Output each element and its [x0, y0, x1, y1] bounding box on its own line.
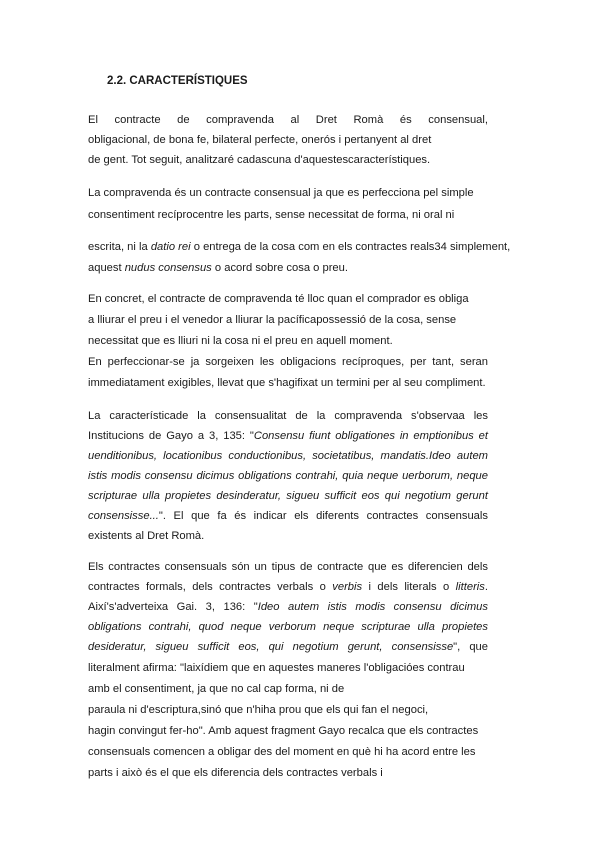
- p6-line-3: Així's'adverteixa Gai. 3, 136: "Ideo autem istis modis consensu dicimus: [88, 601, 488, 613]
- p3-line-1: escrita, ni la datio rei o entrega de la cosa com en els contractes reals34 simplement,: [88, 241, 511, 253]
- p3-line-2: aquest nudus consensus o acord sobre cosa o preu.: [88, 262, 348, 274]
- p5-line-1: La característicade la consensualitat de la compravenda s'observaa les: [88, 410, 488, 422]
- p1-line-3: de gent. Tot seguit, analitzaré cadascuna d'aquestescaracterístiques.: [88, 154, 431, 166]
- p4-line-5: immediatament exigibles, llevat que s'hagifixat un termini per al seu compliment.: [88, 377, 486, 389]
- p5-line-5: scripturae ulla propietes desinderatur, sigueu sufficit eos qui negotium gerunt: [88, 490, 488, 502]
- p6-line-8: paraula ni d'escriptura,sinó que n'hiha prou que els qui fan el negoci,: [88, 704, 429, 716]
- p5-line-6: consensisse...". El que fa és indicar els diferents contractes consensuals: [88, 510, 488, 522]
- p6-line-4: obligations contrahi, quod neque verborum neque scripturae ulla propietes: [88, 621, 488, 633]
- p6-line-11: parts i això és el que els diferencia dels contractes verbals i: [88, 767, 383, 779]
- p4-line-1: En concret, el contracte de compravenda té lloc quan el comprador es obliga: [88, 293, 469, 305]
- p1-line-2: obligacional, de bona fe, bilateral perfecte, onerós i pertanyent al dret: [88, 134, 432, 146]
- p6-line-7: amb el consentiment, ja que no cal cap forma, ni de: [88, 683, 345, 695]
- p6-line-2: contractes formals, dels contractes verbals o verbis i dels literals o litteris.: [88, 581, 488, 593]
- p6-line-6: literalment afirma: "laixídiem que en aquestes maneres l'obligacióes contrau: [88, 662, 465, 674]
- p5-line-4: istis modis consensu dicimus obligations contrahi, quia neque uerborum, neque: [88, 470, 488, 482]
- p1-line-1: El contracte de compravenda al Dret Romà és consensual,: [88, 114, 488, 126]
- p4-line-3: necessitat que es lliuri ni la cosa ni el preu en aquell moment.: [88, 335, 393, 347]
- p5-line-3: uenditionibus, locationibus conductionibus, societatibus, mandatis.Ideo autem: [88, 450, 488, 462]
- p5-line-7: existents al Dret Romà.: [88, 530, 205, 542]
- p6-line-10: consensuals comencen a obligar des del moment en què hi ha acord entre les: [88, 746, 476, 758]
- p2-line-2: consentiment recíprocentre les parts, sense necessitat de forma, ni oral ni: [88, 209, 455, 221]
- p5-line-2: Institucions de Gayo a 3, 135: "Consensu fiunt obligationes in emptionibus et: [88, 430, 488, 442]
- p2-line-1: La compravenda és un contracte consensual ja que es perfecciona pel simple: [88, 187, 474, 199]
- p6-line-9: hagin convingut fer-ho". Amb aquest fragment Gayo recalca que els contractes: [88, 725, 479, 737]
- p6-line-5: desideratur, sigueu sufficit eos, qui negotium gerunt, consensisse", que: [88, 641, 488, 653]
- p4-line-2: a lliurar el preu i el venedor a lliurar la pacíficapossessió de la cosa, sense: [88, 314, 457, 326]
- p6-line-1: Els contractes consensuals són un tipus de contracte que es diferencien dels: [88, 561, 488, 573]
- p4-line-4: En perfeccionar-se ja sorgeixen les obligacions recíproques, per tant, seran: [88, 356, 488, 368]
- section-heading: 2.2. CARACTERÍSTIQUES: [107, 75, 248, 87]
